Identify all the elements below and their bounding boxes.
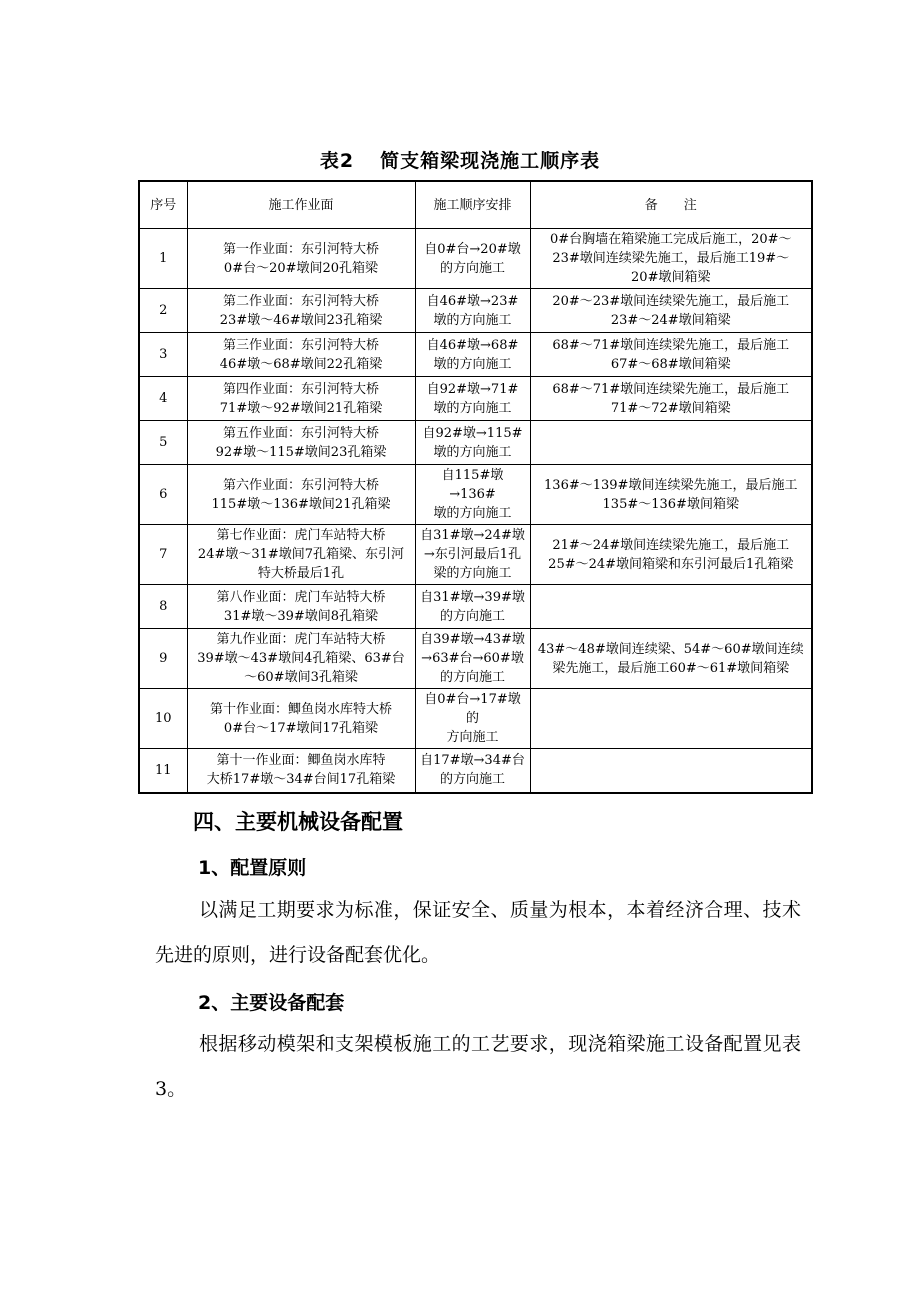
table-row [139, 377, 812, 421]
row-number-cell: 4 [139, 377, 187, 421]
note-cell [530, 585, 812, 629]
note-cell: 20#～23#墩间连续梁先施工，最后施工 23#～24#墩间箱梁 [530, 289, 812, 333]
construction-order-cell: 自92#墩→115# 墩的方向施工 [415, 421, 530, 465]
row-number-cell: 7 [139, 525, 187, 585]
table-row [139, 421, 812, 465]
construction-order-cell: 自92#墩→71# 墩的方向施工 [415, 377, 530, 421]
note-cell: 21#～24#墩间连续梁先施工，最后施工 25#～24#墩间箱梁和东引河最后1孔箱梁 [530, 525, 812, 585]
note-cell: 68#～71#墩间连续梁先施工，最后施工 71#～72#墩间箱梁 [530, 377, 812, 421]
note-cell: 43#～48#墩间连续梁、54#～60#墩间连续 梁先施工，最后施工60#～61#墩间箱梁 [530, 629, 812, 689]
table-caption-title: 简支箱梁现浇施工顺序表 [380, 150, 601, 172]
construction-order-cell: 自46#墩→23# 墩的方向施工 [415, 289, 530, 333]
table-row [139, 689, 812, 749]
table-caption-label: 表2 [319, 150, 355, 172]
table-caption [0, 146, 920, 173]
construction-order-cell: 自17#墩→34#台 的方向施工 [415, 749, 530, 793]
table-header-row [139, 181, 812, 229]
subsection-heading-equipment: 2、主要设备配套 [198, 992, 345, 1014]
paragraph-equipment: 根据移动模架和支架模板施工的工艺要求，现浇箱梁施工设备配置见表3。 [155, 1033, 801, 1100]
work-face-cell: 第六作业面：东引河特大桥 115#墩～136#墩间21孔箱梁 [187, 465, 415, 525]
table-row [139, 585, 812, 629]
note-cell [530, 749, 812, 793]
table-row [139, 525, 812, 585]
header-no: 序号 [139, 181, 187, 229]
work-face-cell: 第十一作业面：鲫鱼岗水库特 大桥17#墩～34#台间17孔箱梁 [187, 749, 415, 793]
construction-order-cell: 自31#墩→24#墩 →东引河最后1孔 梁的方向施工 [415, 525, 530, 585]
row-number-cell: 8 [139, 585, 187, 629]
work-face-cell: 第五作业面：东引河特大桥 92#墩～115#墩间23孔箱梁 [187, 421, 415, 465]
note-cell [530, 421, 812, 465]
work-face-cell: 第四作业面：东引河特大桥 71#墩～92#墩间21孔箱梁 [187, 377, 415, 421]
note-cell [530, 689, 812, 749]
row-number-cell: 9 [139, 629, 187, 689]
subsection-heading-principle: 1、配置原则 [198, 857, 307, 879]
header-order: 施工顺序安排 [415, 181, 530, 229]
row-number-cell: 6 [139, 465, 187, 525]
construction-order-cell: 自0#台→17#墩的 方向施工 [415, 689, 530, 749]
header-work-face: 施工作业面 [187, 181, 415, 229]
row-number-cell: 5 [139, 421, 187, 465]
table-row [139, 229, 812, 289]
row-number-cell: 10 [139, 689, 187, 749]
table-row [139, 749, 812, 793]
work-face-cell: 第一作业面：东引河特大桥 0#台～20#墩间20孔箱梁 [187, 229, 415, 289]
construction-sequence-table [138, 180, 813, 794]
construction-order-cell: 自31#墩→39#墩 的方向施工 [415, 585, 530, 629]
work-face-cell: 第十作业面：鲫鱼岗水库特大桥 0#台～17#墩间17孔箱梁 [187, 689, 415, 749]
note-cell: 68#～71#墩间连续梁先施工，最后施工 67#～68#墩间箱梁 [530, 333, 812, 377]
work-face-cell: 第七作业面：虎门车站特大桥 24#墩～31#墩间7孔箱梁、东引河 特大桥最后1孔 [187, 525, 415, 585]
note-cell: 0#台胸墙在箱梁施工完成后施工，20#～ 23#墩间连续梁先施工，最后施工19#～ 20#墩间箱梁 [530, 229, 812, 289]
table-row [139, 465, 812, 525]
row-number-cell: 3 [139, 333, 187, 377]
row-number-cell: 1 [139, 229, 187, 289]
work-face-cell: 第九作业面：虎门车站特大桥 39#墩～43#墩间4孔箱梁、63#台 ～60#墩间3孔箱梁 [187, 629, 415, 689]
row-number-cell: 11 [139, 749, 187, 793]
table-row [139, 333, 812, 377]
note-cell: 136#～139#墩间连续梁先施工，最后施工 135#～136#墩间箱梁 [530, 465, 812, 525]
construction-order-cell: 自46#墩→68# 墩的方向施工 [415, 333, 530, 377]
construction-order-cell: 自0#台→20#墩 的方向施工 [415, 229, 530, 289]
row-number-cell: 2 [139, 289, 187, 333]
paragraph-principle: 以满足工期要求为标准，保证安全、质量为根本，本着经济合理、技术先进的原则，进行设备配套优化。 [155, 899, 801, 966]
work-face-cell: 第三作业面：东引河特大桥 46#墩～68#墩间22孔箱梁 [187, 333, 415, 377]
construction-order-cell: 自39#墩→43#墩 →63#台→60#墩 的方向施工 [415, 629, 530, 689]
construction-order-cell: 自115#墩→136# 墩的方向施工 [415, 465, 530, 525]
work-face-cell: 第二作业面：东引河特大桥 23#墩～46#墩间23孔箱梁 [187, 289, 415, 333]
section-heading: 四、主要机械设备配置 [193, 810, 403, 834]
header-note: 备 注 [530, 181, 812, 229]
work-face-cell: 第八作业面：虎门车站特大桥 31#墩～39#墩间8孔箱梁 [187, 585, 415, 629]
table-row [139, 629, 812, 689]
table-row [139, 289, 812, 333]
